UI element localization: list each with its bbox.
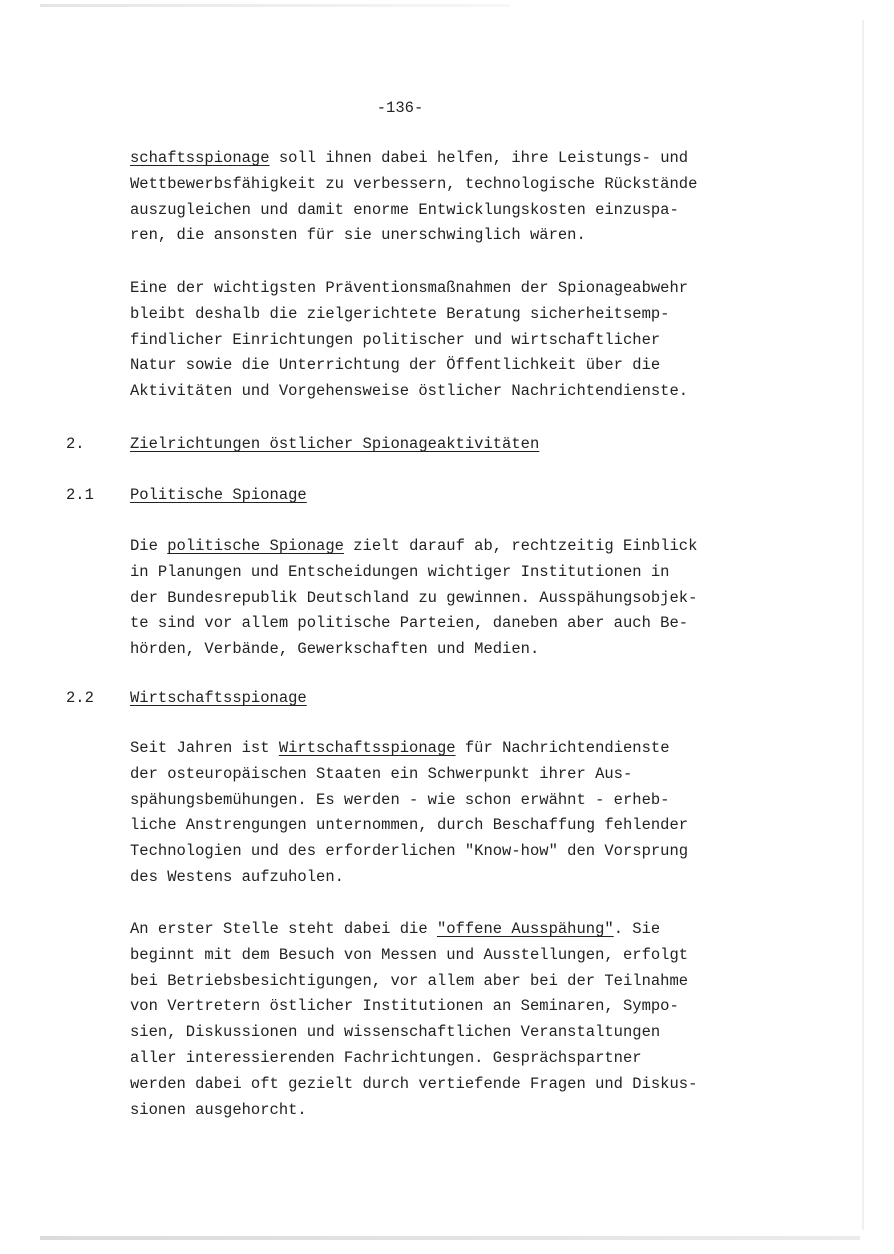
paragraph-line: spähungsbemühungen. Es werden - wie schon erwähnt - erheb- xyxy=(130,790,670,809)
paragraph-line: Aktivitäten und Vorgehensweise östlicher Nachrichtendienste. xyxy=(130,382,689,401)
paragraph-line: bleibt deshalb die zielgerichtete Beratung sicherheitsemp- xyxy=(130,304,670,323)
underlined-term: politische Spionage xyxy=(167,537,344,555)
underlined-term: Wirtschaftsspionage xyxy=(278,739,456,757)
paragraph-4 xyxy=(130,736,790,891)
paragraph-line: An erster Stelle steht dabei die "offene Ausspähung". Sie xyxy=(130,920,661,938)
underlined-term: schaftsspionage xyxy=(130,149,270,167)
section-title: Politische Spionage xyxy=(130,486,307,504)
paragraph-line: Eine der wichtigsten Präventionsmaßnahmen der Spionageabwehr xyxy=(130,279,689,297)
paragraph-line: Natur sowie die Unterrichtung der Öffentlichkeit über die xyxy=(130,356,661,375)
paragraph-line: hörden, Verbände, Gewerkschaften und Medien. xyxy=(130,640,540,659)
paragraph-1 xyxy=(130,146,790,249)
paragraph-line: von Vertretern östlicher Institutionen an Seminaren, Sympo- xyxy=(130,997,679,1016)
paragraph-line: ren, die ansonsten für sie unerschwinglich wären. xyxy=(130,226,586,245)
paragraph-line: Die politische Spionage zielt darauf ab, rechtzeitig Einblick xyxy=(130,537,698,555)
paragraph-line: der osteuropäischen Staaten ein Schwerpunkt ihrer Aus- xyxy=(130,764,633,783)
paragraph-line: liche Anstrengungen unternommen, durch Beschaffung fehlender xyxy=(130,816,689,835)
paragraph-line: schaftsspionage soll ihnen dabei helfen, ihre Leistungs- und xyxy=(130,149,689,167)
paragraph-line: der Bundesrepublik Deutschland zu gewinnen. Ausspähungsobjek- xyxy=(130,588,698,607)
paragraph-line: sien, Diskussionen und wissenschaftlichen Veranstaltungen xyxy=(130,1023,661,1042)
paragraph-line: aller interessierenden Fachrichtungen. Gesprächspartner xyxy=(130,1048,642,1067)
section-number: 2.1 xyxy=(66,486,94,504)
scan-edge-top xyxy=(40,4,510,7)
scan-edge-right xyxy=(862,20,864,1230)
paragraph-line: des Westens aufzuholen. xyxy=(130,867,344,886)
paragraph-line: auszugleichen und damit enorme Entwicklungskosten einzuspa- xyxy=(130,200,679,219)
paragraph-line: Technologien und des erforderlichen "Know-how" den Vorsprung xyxy=(130,842,689,861)
paragraph-line: findlicher Einrichtungen politischer und wirtschaftlicher xyxy=(130,330,661,349)
paragraph-line: in Planungen und Entscheidungen wichtiger Institutionen in xyxy=(130,562,670,581)
section-title: Zielrichtungen östlicher Spionageaktivitäten xyxy=(130,435,540,453)
page-number: -136- xyxy=(376,99,424,117)
paragraph-line: werden dabei oft gezielt durch vertiefende Fragen und Diskus- xyxy=(130,1074,698,1093)
paragraph-2 xyxy=(130,276,790,405)
paragraph-line: bei Betriebsbesichtigungen, vor allem aber bei der Teilnahme xyxy=(130,971,689,990)
underlined-term: "offene Ausspähung" xyxy=(436,920,614,938)
section-title: Wirtschaftsspionage xyxy=(130,689,307,707)
paragraph-line: Seit Jahren ist Wirtschaftsspionage für Nachrichtendienste xyxy=(130,739,670,757)
paragraph-line: te sind vor allem politische Parteien, daneben aber auch Be- xyxy=(130,614,689,633)
scan-edge-bottom xyxy=(40,1236,860,1240)
paragraph-line: sionen ausgehorcht. xyxy=(130,1100,307,1119)
section-number: 2. xyxy=(66,435,85,453)
paragraph-line: Wettbewerbsfähigkeit zu verbessern, technologische Rückstände xyxy=(130,174,698,193)
paragraph-5 xyxy=(130,917,790,1123)
paragraph-line: beginnt mit dem Besuch von Messen und Ausstellungen, erfolgt xyxy=(130,945,689,964)
section-number: 2.2 xyxy=(66,689,94,707)
paragraph-3 xyxy=(130,534,790,663)
